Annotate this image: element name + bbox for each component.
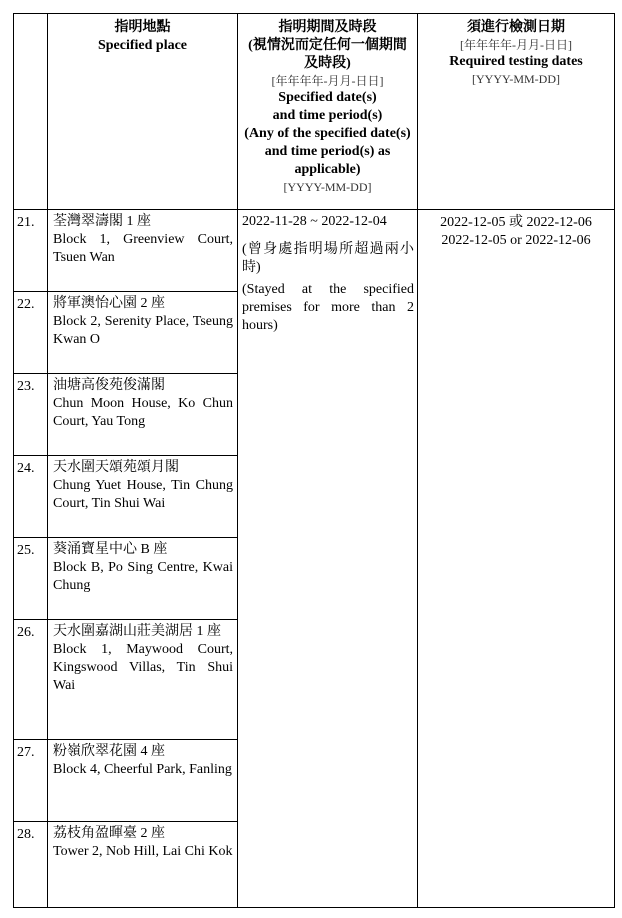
place-name-en: Tower 2, Nob Hill, Lai Chi Kok: [53, 844, 233, 859]
header-number-cell: [14, 14, 48, 210]
header-period-en-line1: Specified date(s): [278, 90, 377, 105]
row-number: 27.: [14, 740, 48, 822]
place-name-en: Block 1, Greenview Court, Tsuen Wan: [53, 232, 233, 265]
table-row: [14, 210, 615, 292]
place-name-zh: 葵涌寶星中心 B 座: [53, 542, 168, 557]
period-cell: [238, 210, 418, 908]
place-name-zh: 荔枝角盈暉臺 2 座: [53, 826, 165, 841]
row-number: 25.: [14, 538, 48, 620]
header-testing-format-zh: [年年年年-月月-日日]: [460, 38, 572, 52]
place-cell: [48, 210, 238, 292]
place-name-en: Chung Yuet House, Tin Chung Court, Tin Shui Wai: [53, 478, 233, 511]
header-period-en-line3: (Any of the specified date(s) and time period(s) as applicable): [244, 126, 411, 177]
testing-dates-en: 2022-12-05 or 2022-12-06: [441, 233, 591, 248]
place-cell: [48, 620, 238, 740]
header-place-zh: 指明地點: [114, 20, 171, 35]
header-testing-cell: [418, 14, 615, 210]
header-testing-format-en: [YYYY-MM-DD]: [472, 72, 560, 86]
place-name-zh: 油塘高俊苑俊滿閣: [53, 378, 165, 393]
period-note-zh: (曾身處指明場所超過兩小時): [242, 242, 414, 275]
row-number: 23.: [14, 374, 48, 456]
place-cell: [48, 740, 238, 822]
period-note-en: (Stayed at the specified premises for more than 2 hours): [242, 282, 414, 333]
row-number: 21.: [14, 210, 48, 292]
place-cell: [48, 538, 238, 620]
place-cell: [48, 292, 238, 374]
place-cell: [48, 374, 238, 456]
place-name-zh: 天水圍天頌苑頌月閣: [53, 460, 179, 475]
header-place-en: Specified place: [97, 38, 188, 53]
row-number: 26.: [14, 620, 48, 740]
row-number: 28.: [14, 822, 48, 908]
place-name-en: Block 2, Serenity Place, Tseung Kwan O: [53, 314, 233, 347]
header-period-cell: [238, 14, 418, 210]
specified-places-table: [13, 13, 615, 908]
header-testing-en: Required testing dates: [449, 54, 583, 69]
place-name-en: Block 4, Cheerful Park, Fanling: [53, 762, 232, 777]
testing-dates-cell: [418, 210, 615, 908]
row-number: 24.: [14, 456, 48, 538]
header-period-zh-note: (視情況而定任何一個期間及時段): [248, 38, 407, 71]
testing-dates-zh: 2022-12-05 或 2022-12-06: [440, 215, 592, 230]
place-name-zh: 天水圍嘉湖山莊美湖居 1 座: [53, 624, 221, 639]
header-place-cell: [48, 14, 238, 210]
place-name-zh: 將軍澳怡心園 2 座: [53, 296, 165, 311]
place-name-en: Chun Moon House, Ko Chun Court, Yau Tong: [53, 396, 233, 429]
header-period-format-en: [YYYY-MM-DD]: [283, 180, 372, 194]
table-header-row: [14, 14, 615, 210]
place-name-zh: 荃灣翠濤閣 1 座: [53, 214, 151, 229]
row-number: 22.: [14, 292, 48, 374]
header-period-format-zh: [年年年年-月月-日日]: [271, 74, 384, 88]
place-name-en: Block 1, Maywood Court, Kingswood Villas, Tin Shui Wai: [53, 642, 233, 693]
period-range: 2022-11-28 ~ 2022-12-04: [242, 214, 387, 229]
place-name-zh: 粉嶺欣翠花園 4 座: [53, 744, 165, 759]
place-name-en: Block B, Po Sing Centre, Kwai Chung: [53, 560, 233, 593]
place-cell: [48, 456, 238, 538]
place-cell: [48, 822, 238, 908]
header-testing-zh: 須進行檢測日期: [467, 20, 565, 35]
header-period-zh: 指明期間及時段: [278, 20, 377, 35]
header-period-en-line2: and time period(s): [272, 108, 383, 123]
